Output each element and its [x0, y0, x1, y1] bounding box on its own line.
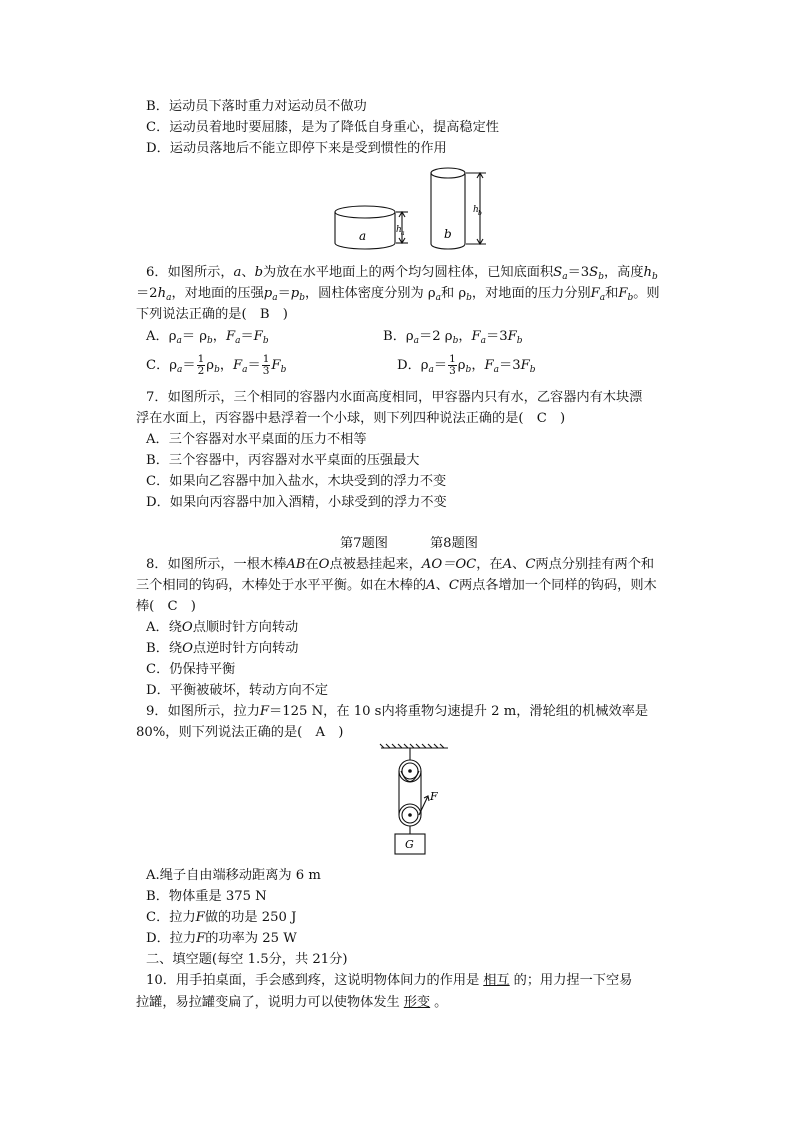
label-ha: h: [396, 225, 402, 235]
label-ha-sub: a: [401, 230, 405, 237]
q6-option-a: A．$\rho_a= \rho_b$，$F_a=F_b$: [146, 329, 269, 346]
q5-option-c: C．运动员着地时要屈膝，是为了降低自身重心，提高稳定性: [146, 120, 499, 135]
q8-option-a: A．绕O点顺时针方向转动: [146, 620, 299, 635]
q8-line2: 三个相同的钩码，木棒处于水平平衡。如在木棒的A、C两点各增加一个同样的钩码，则木: [136, 578, 657, 593]
q7-line1: 7．如图所示，三个相同的容器内水面高度相同，甲容器内只有水，乙容器内有木块漂: [146, 390, 643, 405]
section-heading: 二、填空题(每空 1.5分，共 21分): [146, 952, 348, 967]
q9-option-b: B．物体重是 375 N: [146, 889, 267, 904]
label-f: F: [430, 790, 438, 803]
q6-cylinder-figure: [330, 162, 500, 254]
q9-option-a: A.绳子自由端移动距离为 6 m: [146, 868, 321, 883]
caption-fig8: 第8题图: [430, 536, 478, 551]
q6-line2: $=2h_a$，对地面的压强$p_a=p_b$，圆柱体密度分别为 $\rho_a$和 $\rho_b$，对地面的压力分别$F_a$和$F_b$。则: [136, 286, 660, 303]
label-a: a: [359, 229, 367, 243]
q9-option-d: D．拉力F的功率为 25 W: [146, 931, 297, 946]
label-hb: h: [473, 205, 479, 215]
q7-option-c: C．如果向乙容器中加入盐水，木块受到的浮力不变: [146, 474, 447, 489]
answer-blank-1: 相互: [483, 973, 510, 988]
q7-option-d: D．如果向丙容器中加入酒精，小球受到的浮力不变: [146, 495, 447, 510]
q6-option-b: B．$\rho_a=2$ $\rho_b$，$F_a=3F_b$: [383, 329, 523, 346]
q9-line2: 80%，则下列说法正确的是( A ): [136, 725, 344, 740]
q8-option-b: B．绕O点逆时针方向转动: [146, 641, 299, 656]
q8-line3: 棒( C ): [136, 599, 196, 614]
q6-line1: 6．如图所示，a、b为放在水平地面上的两个均匀圆柱体，已知底面积$S_a=3S_b$，高度$h_b$: [146, 265, 658, 282]
label-b: b: [444, 227, 452, 241]
q8-line1: 8．如图所示，一根木棒AB在O点被悬挂起来，AO＝OC，在A、C两点分别挂有两个和: [146, 557, 655, 572]
q8-option-c: C．仍保持平衡: [146, 662, 236, 677]
q7-option-b: B．三个容器中，丙容器对水平桌面的压强最大: [146, 453, 420, 468]
q5-option-d: D．运动员落地后不能立即停下来是受到惯性的作用: [146, 141, 447, 156]
q6-option-d: D．$\rho_a=$ $\frac{1}{3}$ $\rho_b$，$F_a=3F_b$: [397, 353, 536, 377]
q6-line3: 下列说法正确的是( B ): [136, 307, 288, 322]
q10-line2: 拉罐，易拉罐变扁了，说明力可以使物体发生 形变 。: [136, 995, 448, 1010]
label-g: G: [405, 838, 414, 851]
q9-line1: 9．如图所示，拉力F＝125 N，在 10 s内将重物匀速提升 2 m，滑轮组的机械效率是: [146, 704, 649, 719]
q7-option-a: A．三个容器对水平桌面的压力不相等: [146, 432, 367, 447]
label-hb-sub: b: [478, 210, 482, 217]
q6-option-c: C．$\rho_a=$ $\frac{1}{2}$ $\rho_b$，$F_a=$ $\frac{1}{3}$ $F_b$: [146, 353, 287, 377]
answer-blank-2: 形变: [403, 995, 431, 1010]
q10-line1: 10．用手拍桌面，手会感到疼，这说明物体间力的作用是 相互 的；用力捏一下空易: [146, 973, 633, 988]
q9-option-c: C．拉力F做的功是 250 J: [146, 910, 297, 925]
q9-pulley-figure: [378, 744, 458, 860]
q7-line2: 浮在水面上，丙容器中悬浮着一个小球，则下列四种说法正确的是( C ): [136, 411, 566, 426]
q8-option-d: D．平衡被破坏，转动方向不定: [146, 683, 329, 698]
q5-option-b: B．运动员下落时重力对运动员不做功: [146, 99, 367, 114]
caption-fig7: 第7题图: [340, 536, 388, 551]
